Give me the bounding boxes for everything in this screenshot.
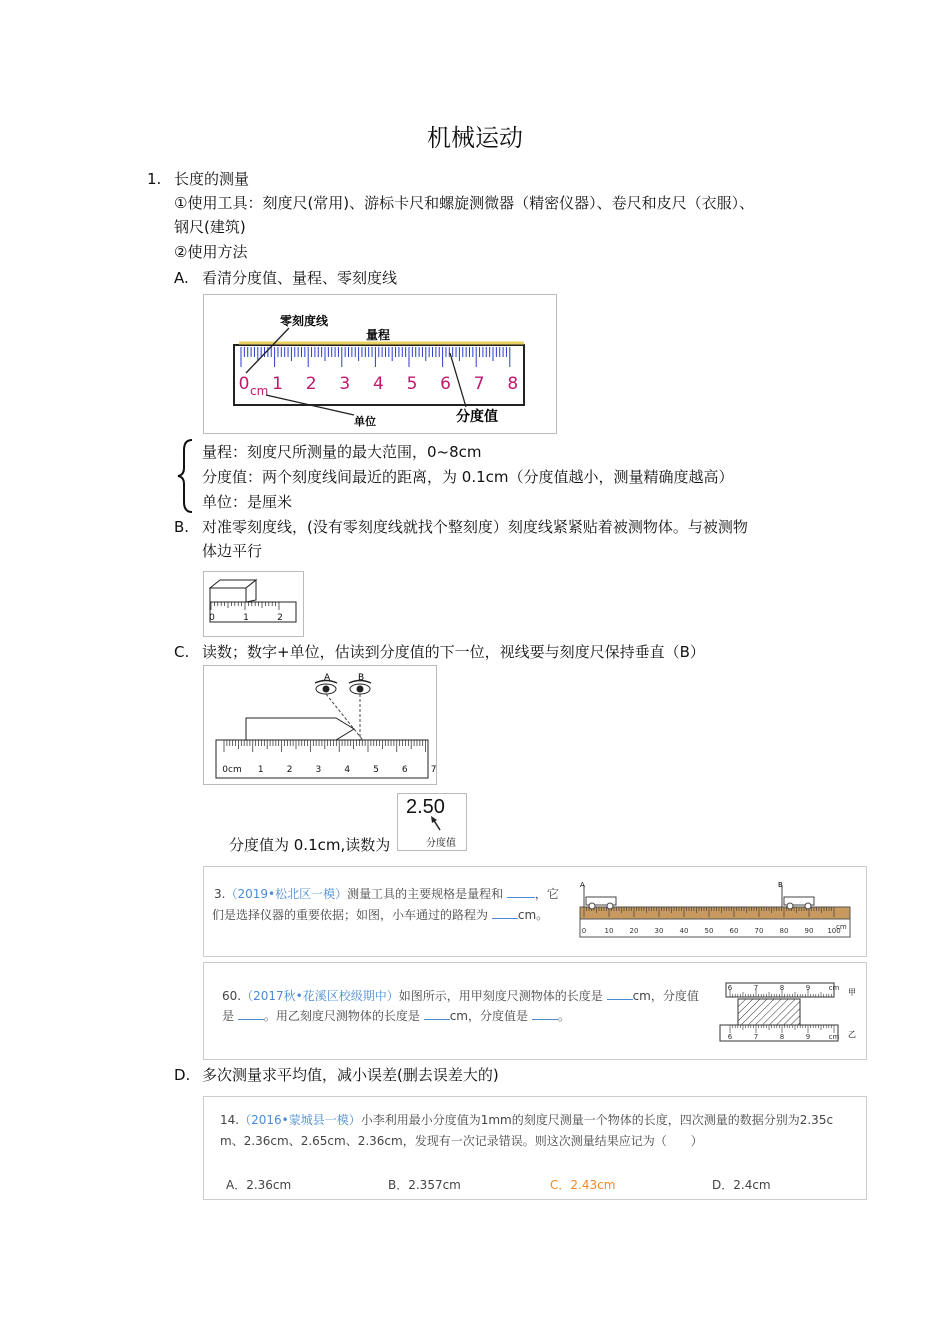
tick-label: 8: [779, 1033, 785, 1041]
question-3: [203, 866, 867, 957]
tools-line-1: ①使用工具：刻度尺(常用)、游标卡尺和螺旋测微器（精密仪器）、卷尺和皮尺（衣服）、: [174, 194, 755, 212]
item-d-letter: D.: [174, 1066, 191, 1084]
tick-label: 7: [753, 1033, 759, 1041]
q60-text-1: 如图所示，用甲刻度尺测物体的长度是: [398, 989, 603, 1003]
block-on-ruler-diagram: [204, 572, 303, 636]
tick-label: 1: [257, 765, 264, 775]
q3-source: （2019•松北区一模）: [225, 887, 348, 901]
tick-label: 4: [372, 374, 384, 394]
tick-label: 50: [704, 927, 714, 935]
item-d-text: 多次测量求平均值，减小误差(删去误差大的): [202, 1066, 499, 1084]
tick-label: 5: [406, 374, 418, 394]
q60-blank-4[interactable]: [532, 1019, 558, 1020]
reading-note: 分度值: [426, 838, 456, 849]
q60-blank-2[interactable]: [238, 1019, 264, 1020]
tick-label: 6: [440, 374, 452, 394]
brace-icon: [176, 438, 196, 514]
tick-label: 0: [238, 374, 250, 394]
tick-label: 30: [654, 927, 664, 935]
ruler-diagram-a: [204, 295, 556, 433]
tick-label: 10: [604, 927, 614, 935]
division-definition: 分度值：两个刻度线间最近的距离，为 0.1cm（分度值越小，测量精确度越高）: [202, 468, 734, 486]
q14-text-2: m、2.36cm、2.65cm、2.36cm，发现有一次记录错误。则这次测量结果应记为（ ）: [220, 1134, 703, 1148]
tick-label: cm: [828, 984, 840, 992]
q3-text-1b: ，它: [534, 887, 559, 901]
q3-number: 3.: [214, 887, 226, 901]
car-b-label: B: [778, 881, 783, 889]
tick-label: 7: [753, 984, 759, 992]
q60-text-2c: cm，分度值是: [449, 1009, 528, 1023]
item-c-text: 读数；数字+单位，估读到分度值的下一位，视线要与刻度尺保持垂直（B）: [202, 643, 705, 661]
car-ruler-diagram: [574, 881, 854, 941]
tick-label: 6: [727, 1033, 733, 1041]
tick-label: 2: [277, 613, 283, 623]
item-a-text: 看清分度值、量程、零刻度线: [202, 269, 398, 287]
q3-text-2b: cm。: [517, 908, 549, 922]
q60-text-1b: cm，分度值: [632, 989, 699, 1003]
tick-label: 0: [581, 927, 587, 935]
tick-label: 7: [430, 765, 436, 775]
q14-source: （2016•蒙城县一模）: [239, 1113, 361, 1127]
tick-label: 8: [779, 984, 785, 992]
ruler-jia-label: 甲: [848, 988, 856, 997]
q3-blank-1[interactable]: [507, 897, 535, 898]
tick-label: 2: [286, 765, 293, 775]
tick-label: 7: [473, 374, 485, 394]
division-label: 分度值: [456, 409, 498, 425]
item-a-letter: A.: [174, 269, 189, 287]
range-label: 量程: [366, 328, 391, 342]
item-b-text-2: 体边平行: [202, 542, 263, 560]
q14-option-c[interactable]: C．2.43cm: [550, 1178, 616, 1192]
ruler-yi-label: 乙: [848, 1030, 856, 1039]
tools-line-2: 钢尺(建筑): [174, 218, 246, 236]
q60-number: 60.: [222, 989, 242, 1003]
q3-text-2: 们是选择仪器的重要依据；如图，小车通过的路程为: [212, 908, 489, 922]
eye-a-label: A: [324, 673, 331, 683]
tick-label: 8: [507, 374, 519, 394]
q3-blank-2[interactable]: [492, 918, 518, 919]
tick-label: 80: [779, 927, 789, 935]
method-heading: ②使用方法: [174, 243, 248, 261]
q60-text-2b: 。用乙刻度尺测物体的长度是: [263, 1009, 420, 1023]
unit-definition: 单位：是厘米: [202, 493, 293, 511]
tick-label: 4: [344, 765, 351, 775]
q60-blank-1[interactable]: [607, 999, 633, 1000]
ruler-figure-c: [203, 665, 437, 785]
tick-label: 100: [827, 927, 841, 935]
tick-label: 20: [629, 927, 639, 935]
tick-label: 0cm: [222, 765, 242, 775]
unit-label: 单位: [354, 415, 376, 428]
item-b-text-1: 对准零刻度线，(没有零刻度线就找个整刻度）刻度线紧紧贴着被测物体。与被测物: [202, 518, 748, 536]
tick-label: 1: [272, 374, 284, 394]
tick-label: 60: [729, 927, 739, 935]
ruler-figure-a: [203, 294, 557, 434]
q60-text-2d: 。: [557, 1009, 570, 1023]
tick-label: cm: [828, 1033, 840, 1041]
car-a-label: A: [580, 881, 585, 889]
question-14: [203, 1096, 867, 1200]
reading-value: 2.50: [406, 796, 445, 818]
tick-label: 5: [373, 765, 379, 775]
tick-label: 2: [305, 374, 317, 394]
tick-label: 6: [727, 984, 733, 992]
car-b-icon: [782, 885, 814, 909]
unit-text: cm: [250, 384, 269, 398]
ruler-figure-b: [203, 571, 304, 637]
q14-option-b[interactable]: B．2.357cm: [388, 1178, 461, 1192]
eye-reading-diagram: [204, 666, 436, 784]
q60-source: （2017秋•花溪区校级期中）: [241, 989, 399, 1003]
q60-text-2a: 是: [222, 1009, 235, 1023]
tick-label: 1: [243, 613, 249, 623]
q3-text-1: 测量工具的主要规格是量程和: [347, 887, 504, 901]
tick-label: 70: [754, 927, 764, 935]
tick-label: 90: [804, 927, 814, 935]
q14-option-d[interactable]: D．2.4cm: [712, 1178, 771, 1192]
range-definition: 量程：刻度尺所测量的最大范围，0~8cm: [202, 443, 482, 461]
page-title: 机械运动: [427, 124, 523, 152]
tick-label: 9: [805, 984, 811, 992]
tick-label: 0: [209, 613, 215, 623]
item-c-letter: C.: [174, 643, 190, 661]
q14-option-a[interactable]: A．2.36cm: [226, 1178, 292, 1192]
tick-label: 9: [805, 1033, 811, 1041]
zero-line-label: 零刻度线: [280, 314, 329, 328]
reading-text: 分度值为 0.1cm,读数为: [229, 836, 391, 854]
tick-label: 3: [339, 374, 351, 394]
tick-label: 40: [679, 927, 689, 935]
tick-label: 6: [401, 765, 408, 775]
section-heading: 长度的测量: [174, 170, 250, 188]
two-rulers-diagram: [716, 979, 864, 1049]
q60-blank-3[interactable]: [424, 1019, 450, 1020]
arrow-icon: [428, 816, 444, 832]
section-number: 1.: [147, 170, 162, 188]
car-a-icon: [584, 885, 616, 909]
q3-unit: cm: [836, 923, 847, 931]
question-60: [203, 962, 867, 1060]
q14-text-1: 小李利用最小分度值为1mm的刻度尺测量一个物体的长度，四次测量的数据分别为2.35c: [360, 1113, 834, 1127]
tick-label: 3: [315, 765, 322, 775]
eye-b-label: B: [358, 673, 365, 683]
reading-figure: [397, 793, 467, 851]
q14-number: 14.: [220, 1113, 240, 1127]
item-b-letter: B.: [174, 518, 190, 536]
